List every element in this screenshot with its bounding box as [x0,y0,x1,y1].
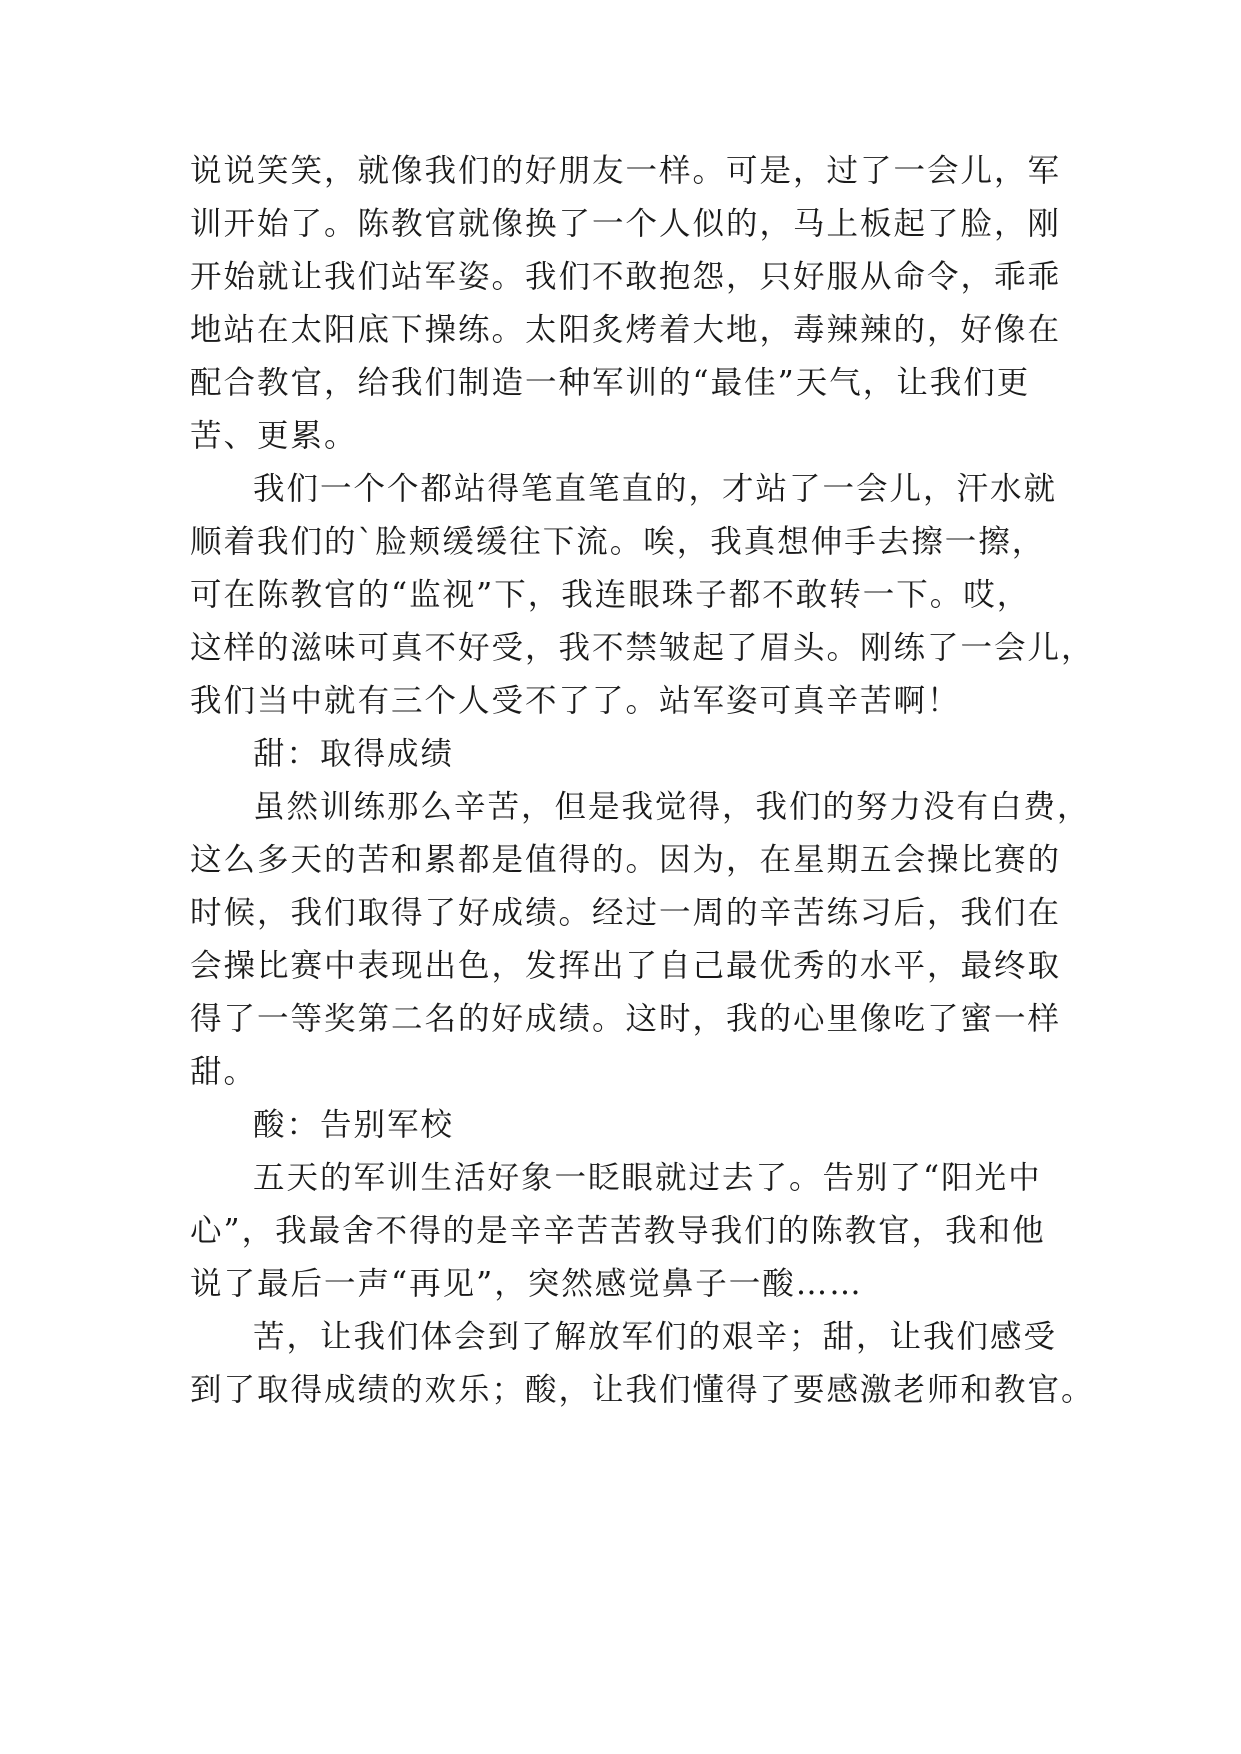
paragraph-first-line: 虽然训练那么辛苦，但是我觉得，我们的努力没有白费， [253,789,1091,825]
text-line: 我们当中就有三个人受不了了。站军姿可真辛苦啊！ [190,683,961,719]
text-line: 可在陈教官的“监视”下，我连眼珠子都不敢转一下。哎， [190,577,1031,613]
text-line: 心”，我最舍不得的是辛辛苦苦教导我们的陈教官，我和他 [190,1213,1046,1249]
text-line: 说了最后一声“再见”，突然感觉鼻子一酸…… [190,1266,863,1302]
paragraph-first-line: 五天的军训生活好象一眨眼就过去了。告别了“阳光中 [253,1160,1042,1196]
text-line: 甜。 [190,1054,258,1090]
paragraph-first-line: 苦，让我们体会到了解放军们的艰辛；甜，让我们感受 [253,1319,1058,1355]
text-line: 顺着我们的`脸颊缓缓往下流。唉，我真想伸手去擦一擦， [190,524,1046,560]
text-line: 这么多天的苦和累都是值得的。因为，在星期五会操比赛的 [190,842,1062,878]
section-heading-sweet: 甜：取得成绩 [253,736,455,772]
text-line: 苦、更累。 [190,418,358,454]
text-line: 地站在太阳底下操练。太阳炙烤着大地，毒辣辣的，好像在 [190,312,1062,348]
text-line: 配合教官，给我们制造一种军训的“最佳”天气，让我们更 [190,365,1031,401]
section-heading-sour: 酸：告别军校 [253,1107,455,1143]
text-line: 到了取得成绩的欢乐；酸，让我们懂得了要感激老师和教官。 [190,1372,1095,1408]
text-line: 时候，我们取得了好成绩。经过一周的辛苦练习后，我们在 [190,895,1062,931]
paragraph-first-line: 我们一个个都站得笔直笔直的，才站了一会儿，汗水就 [253,471,1058,507]
text-line: 会操比赛中表现出色，发挥出了自己最优秀的水平，最终取 [190,948,1062,984]
text-line: 这样的滋味可真不好受，我不禁皱起了眉头。刚练了一会儿， [190,630,1095,666]
text-line: 开始就让我们站军姿。我们不敢抱怨，只好服从命令，乖乖 [190,259,1062,295]
text-line: 得了一等奖第二名的好成绩。这时，我的心里像吃了蜜一样 [190,1001,1062,1037]
text-line: 训开始了。陈教官就像换了一个人似的，马上板起了脸，刚 [190,206,1062,242]
text-line: 说说笑笑，就像我们的好朋友一样。可是，过了一会儿，军 [190,153,1062,189]
